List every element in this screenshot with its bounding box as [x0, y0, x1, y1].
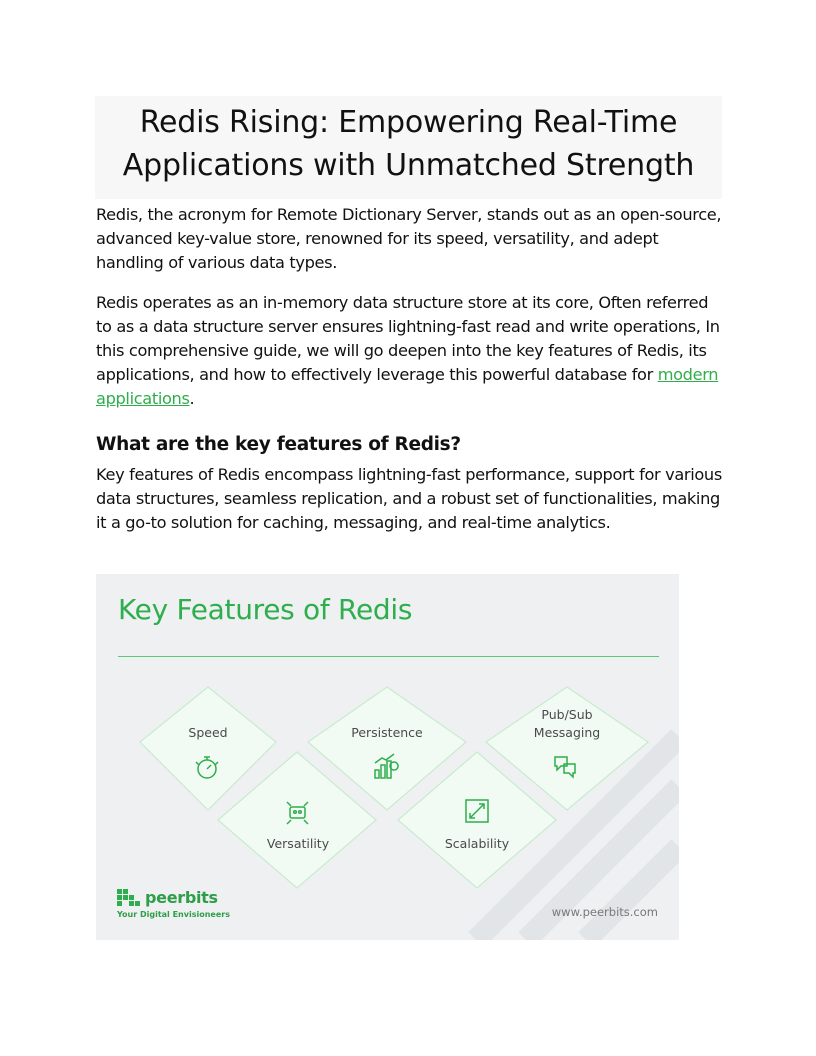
feature-label-speed: Speed [188, 725, 228, 740]
key-features-figure [96, 574, 679, 940]
feature-label-versatility: Versatility [266, 836, 330, 851]
overview-paragraph [96, 291, 726, 411]
figure-divider [118, 656, 659, 657]
intro-paragraph: Redis, the acronym for Remote Dictionary Server, stands out as an open-source, advanced key-value store, renowned for its speed, versatility, and adept handling of various data types. [96, 205, 722, 272]
title-box [95, 96, 722, 199]
brand-name: peerbits [145, 888, 218, 907]
feature-label-scalability: Scalability [444, 836, 510, 851]
page-title: Redis Rising: Empowering Real-Time Applications with Unmatched Strength [122, 105, 695, 183]
brand-tagline: Your Digital Envisioneers [117, 910, 230, 919]
feature-label-persistence: Persistence [351, 725, 423, 740]
features-paragraph: Key features of Redis encompass lightning-fast performance, support for various data structures, seamless replication, and a robust set of functionalities, making it a go-to solution for caching, messaging, and real-time analytics. [96, 465, 722, 532]
figure-title: Key Features of Redis [118, 593, 413, 626]
peerbits-logo-icon [117, 889, 140, 906]
overview-text: Redis operates as an in-memory data structure store at its core, Often referred to as a data structure server ensures lightning-fast read and write operations, In this comprehensive guide, we will go deepen into the key features of Redis, its applications, and how to effectively leverage this powerful database for [96, 293, 720, 384]
section-heading: What are the key features of Redis? [96, 434, 461, 455]
modern-applications-link[interactable]: modern applications [96, 365, 719, 408]
website-url: www.peerbits.com [551, 905, 658, 919]
feature-label-pubsub: Pub/Sub Messaging [533, 707, 601, 740]
overview-suffix: . [189, 389, 195, 408]
